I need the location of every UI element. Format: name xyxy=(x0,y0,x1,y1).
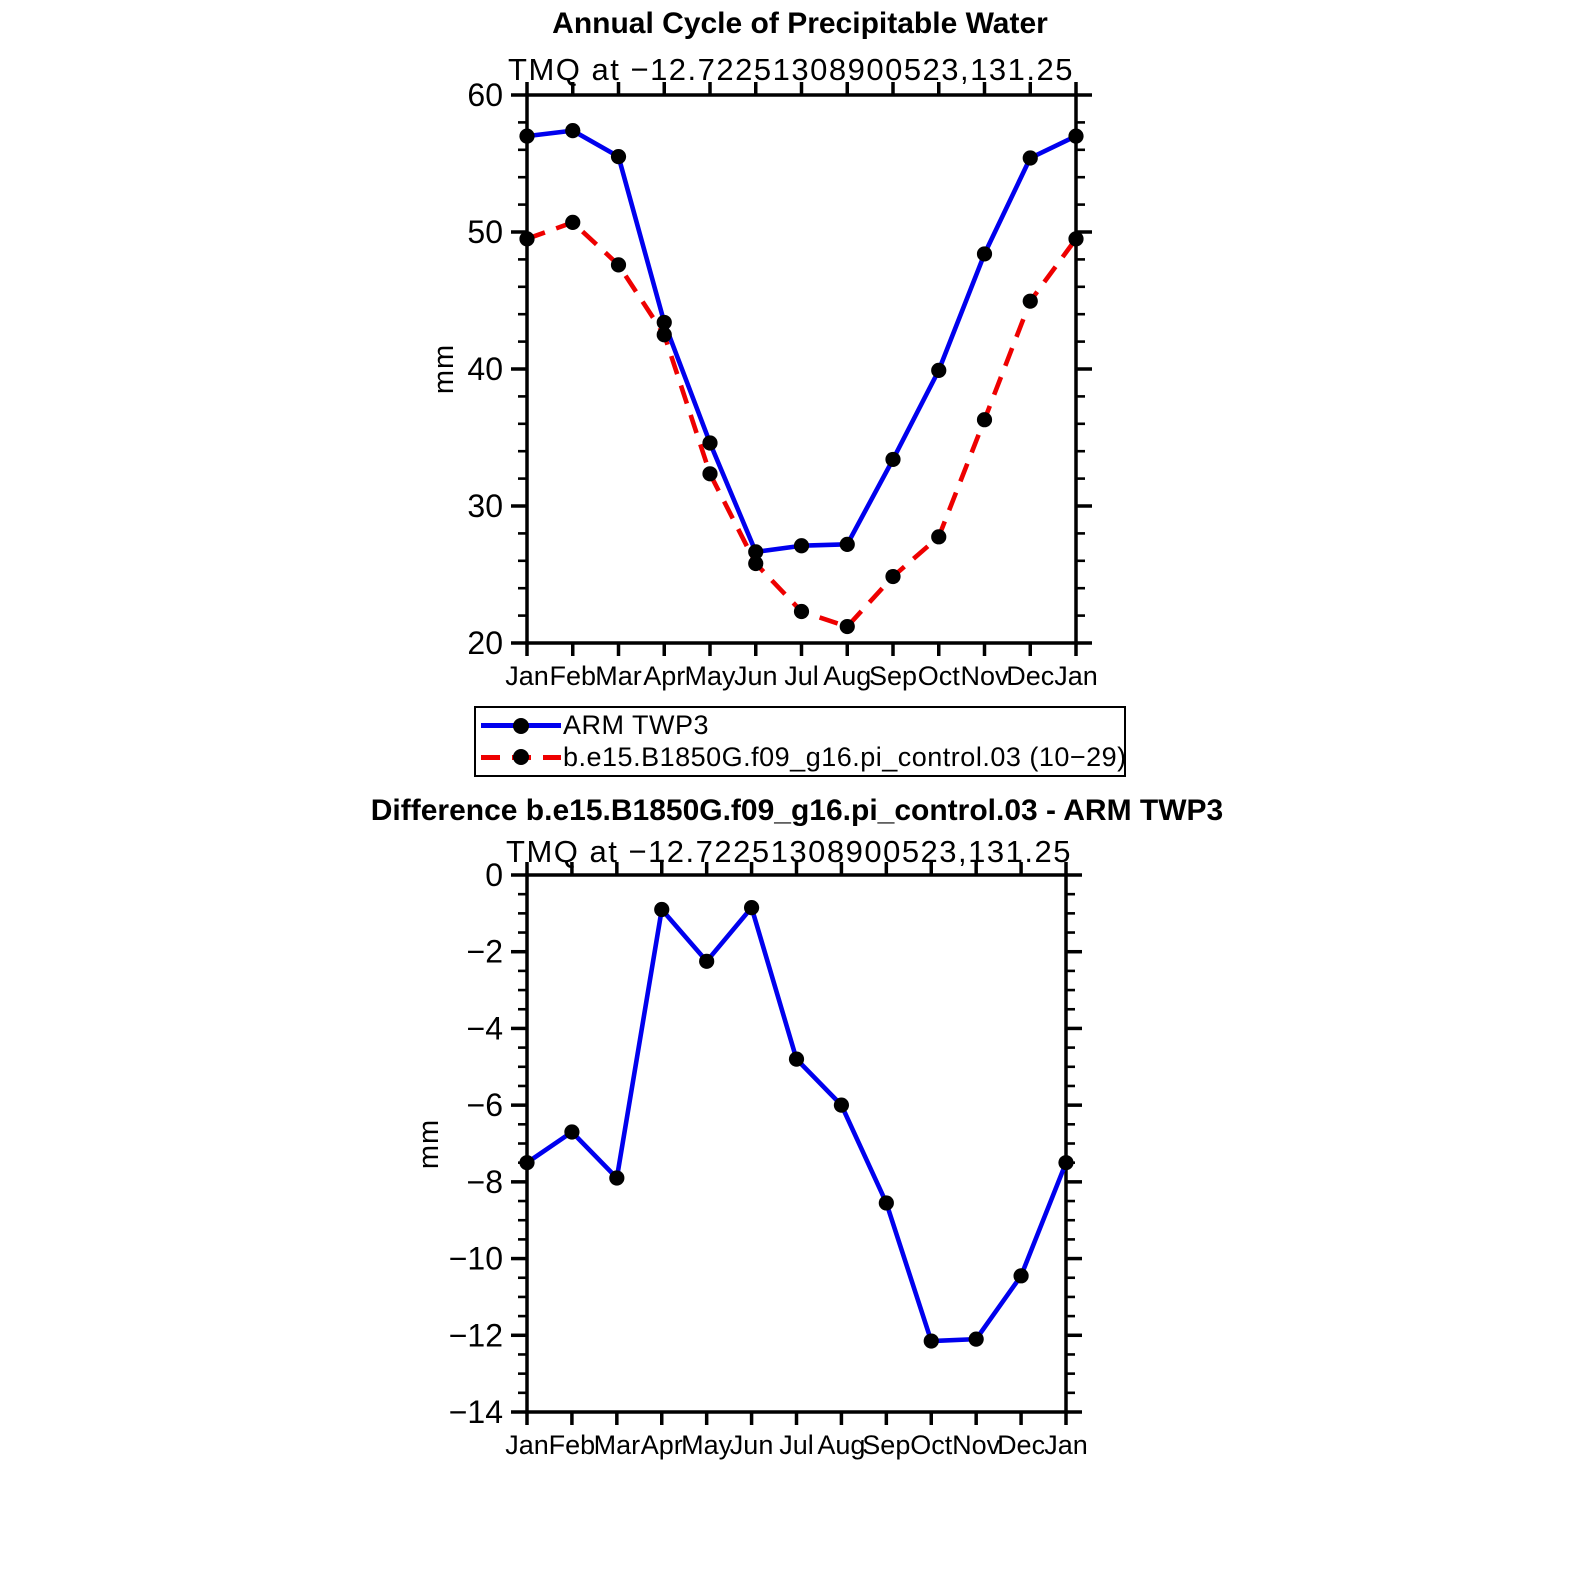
month-label: Mar xyxy=(593,1430,641,1460)
legend-item-arm-twp3 xyxy=(476,710,1124,742)
data-point xyxy=(519,231,534,246)
data-point xyxy=(885,452,900,467)
data-point xyxy=(794,538,809,553)
data-point xyxy=(748,556,763,571)
month-label: Sep xyxy=(862,1430,911,1460)
data-point xyxy=(1013,1268,1028,1283)
data-point xyxy=(611,257,626,272)
month-label: Nov xyxy=(952,1430,1001,1460)
month-label: Jul xyxy=(784,661,819,691)
data-point xyxy=(565,123,580,138)
marker-dot-icon xyxy=(513,749,529,765)
data-point xyxy=(702,466,717,481)
month-label: Apr xyxy=(640,1430,683,1460)
annual-cycle-title: Annual Cycle of Precipitable Water xyxy=(552,7,1048,40)
data-point xyxy=(931,363,946,378)
red-dashed-line-sample xyxy=(481,755,561,760)
data-point xyxy=(609,1170,624,1185)
month-label: Jan xyxy=(505,661,549,691)
data-point xyxy=(931,529,946,544)
data-point xyxy=(1023,294,1038,309)
data-point xyxy=(969,1332,984,1347)
y-tick-label: −6 xyxy=(466,1087,503,1124)
y-tick-label: −14 xyxy=(448,1394,503,1430)
month-label: Oct xyxy=(910,1430,953,1460)
y-tick-label: −12 xyxy=(448,1317,503,1354)
y-tick-label: 60 xyxy=(467,77,503,113)
difference-plot-area xyxy=(449,857,1088,1460)
series-line xyxy=(527,222,1076,626)
month-label: Feb xyxy=(548,1430,596,1460)
marker-dot-icon xyxy=(513,718,529,734)
month-label: May xyxy=(681,1430,733,1460)
data-point xyxy=(977,412,992,427)
annual-cycle-plot-area xyxy=(467,77,1097,691)
month-label: Aug xyxy=(823,661,872,691)
month-label: Jun xyxy=(733,661,778,691)
month-label: Feb xyxy=(549,661,597,691)
annual-cycle-y-axis-label: mm xyxy=(428,343,460,395)
data-point xyxy=(789,1052,804,1067)
data-point xyxy=(519,1155,534,1170)
data-point xyxy=(879,1195,894,1210)
y-tick-label: 40 xyxy=(467,351,503,387)
y-tick-label: 20 xyxy=(467,625,503,661)
y-tick-label: −8 xyxy=(466,1163,503,1200)
month-label: Dec xyxy=(1006,661,1055,691)
y-tick-label: −10 xyxy=(448,1240,503,1277)
month-label: Jan xyxy=(1044,1430,1088,1460)
y-tick-label: 50 xyxy=(467,214,503,250)
data-point xyxy=(657,327,672,342)
legend-box xyxy=(474,706,1126,777)
data-point xyxy=(564,1124,579,1139)
y-tick-label: −2 xyxy=(466,933,503,970)
month-label: Jun xyxy=(729,1430,774,1460)
data-point xyxy=(702,435,717,450)
data-point xyxy=(699,954,714,969)
series-line xyxy=(527,908,1066,1341)
plot-frame xyxy=(527,95,1076,643)
legend-item-model-run xyxy=(476,741,1127,774)
data-point xyxy=(1023,150,1038,165)
data-point xyxy=(519,129,534,144)
data-point xyxy=(1068,231,1083,246)
data-point xyxy=(885,569,900,584)
difference-subtitle: TMQ at −12.72251308900523,131.25 xyxy=(506,834,1072,869)
y-tick-label: −4 xyxy=(466,1010,503,1047)
data-point xyxy=(1058,1155,1073,1170)
y-tick-label: 0 xyxy=(485,857,503,893)
data-point xyxy=(924,1333,939,1348)
month-label: Mar xyxy=(595,661,642,691)
series-line xyxy=(527,131,1076,552)
data-point xyxy=(744,900,759,915)
month-label: Dec xyxy=(997,1430,1046,1460)
difference-y-axis-label: mm xyxy=(413,1118,445,1170)
legend-label-model-run: b.e15.B1850G.f09_g16.pi_control.03 (10−29) xyxy=(563,741,1127,772)
data-point xyxy=(565,215,580,230)
legend-label-arm-twp3: ARM TWP3 xyxy=(563,710,710,741)
annual-cycle-subtitle: TMQ at −12.72251308900523,131.25 xyxy=(508,52,1074,87)
plot-frame xyxy=(527,875,1066,1412)
data-point xyxy=(794,604,809,619)
month-label: Jul xyxy=(779,1430,814,1460)
month-label: Sep xyxy=(868,661,918,691)
data-point xyxy=(654,902,669,917)
blue-solid-line-sample xyxy=(481,723,561,728)
data-point xyxy=(977,246,992,261)
data-point xyxy=(1068,129,1083,144)
month-label: Aug xyxy=(817,1430,866,1460)
data-point xyxy=(834,1098,849,1113)
y-tick-label: 30 xyxy=(467,488,503,524)
difference-title: Difference b.e15.B1850G.f09_g16.pi_control.03 - ARM TWP3 xyxy=(370,794,1224,827)
month-label: Apr xyxy=(643,661,686,691)
month-label: Nov xyxy=(960,661,1009,691)
data-point xyxy=(840,537,855,552)
data-point xyxy=(840,619,855,634)
data-point xyxy=(611,149,626,164)
month-label: Jan xyxy=(505,1430,549,1460)
month-label: May xyxy=(684,661,736,691)
month-label: Jan xyxy=(1054,661,1098,691)
month-label: Oct xyxy=(917,661,960,691)
